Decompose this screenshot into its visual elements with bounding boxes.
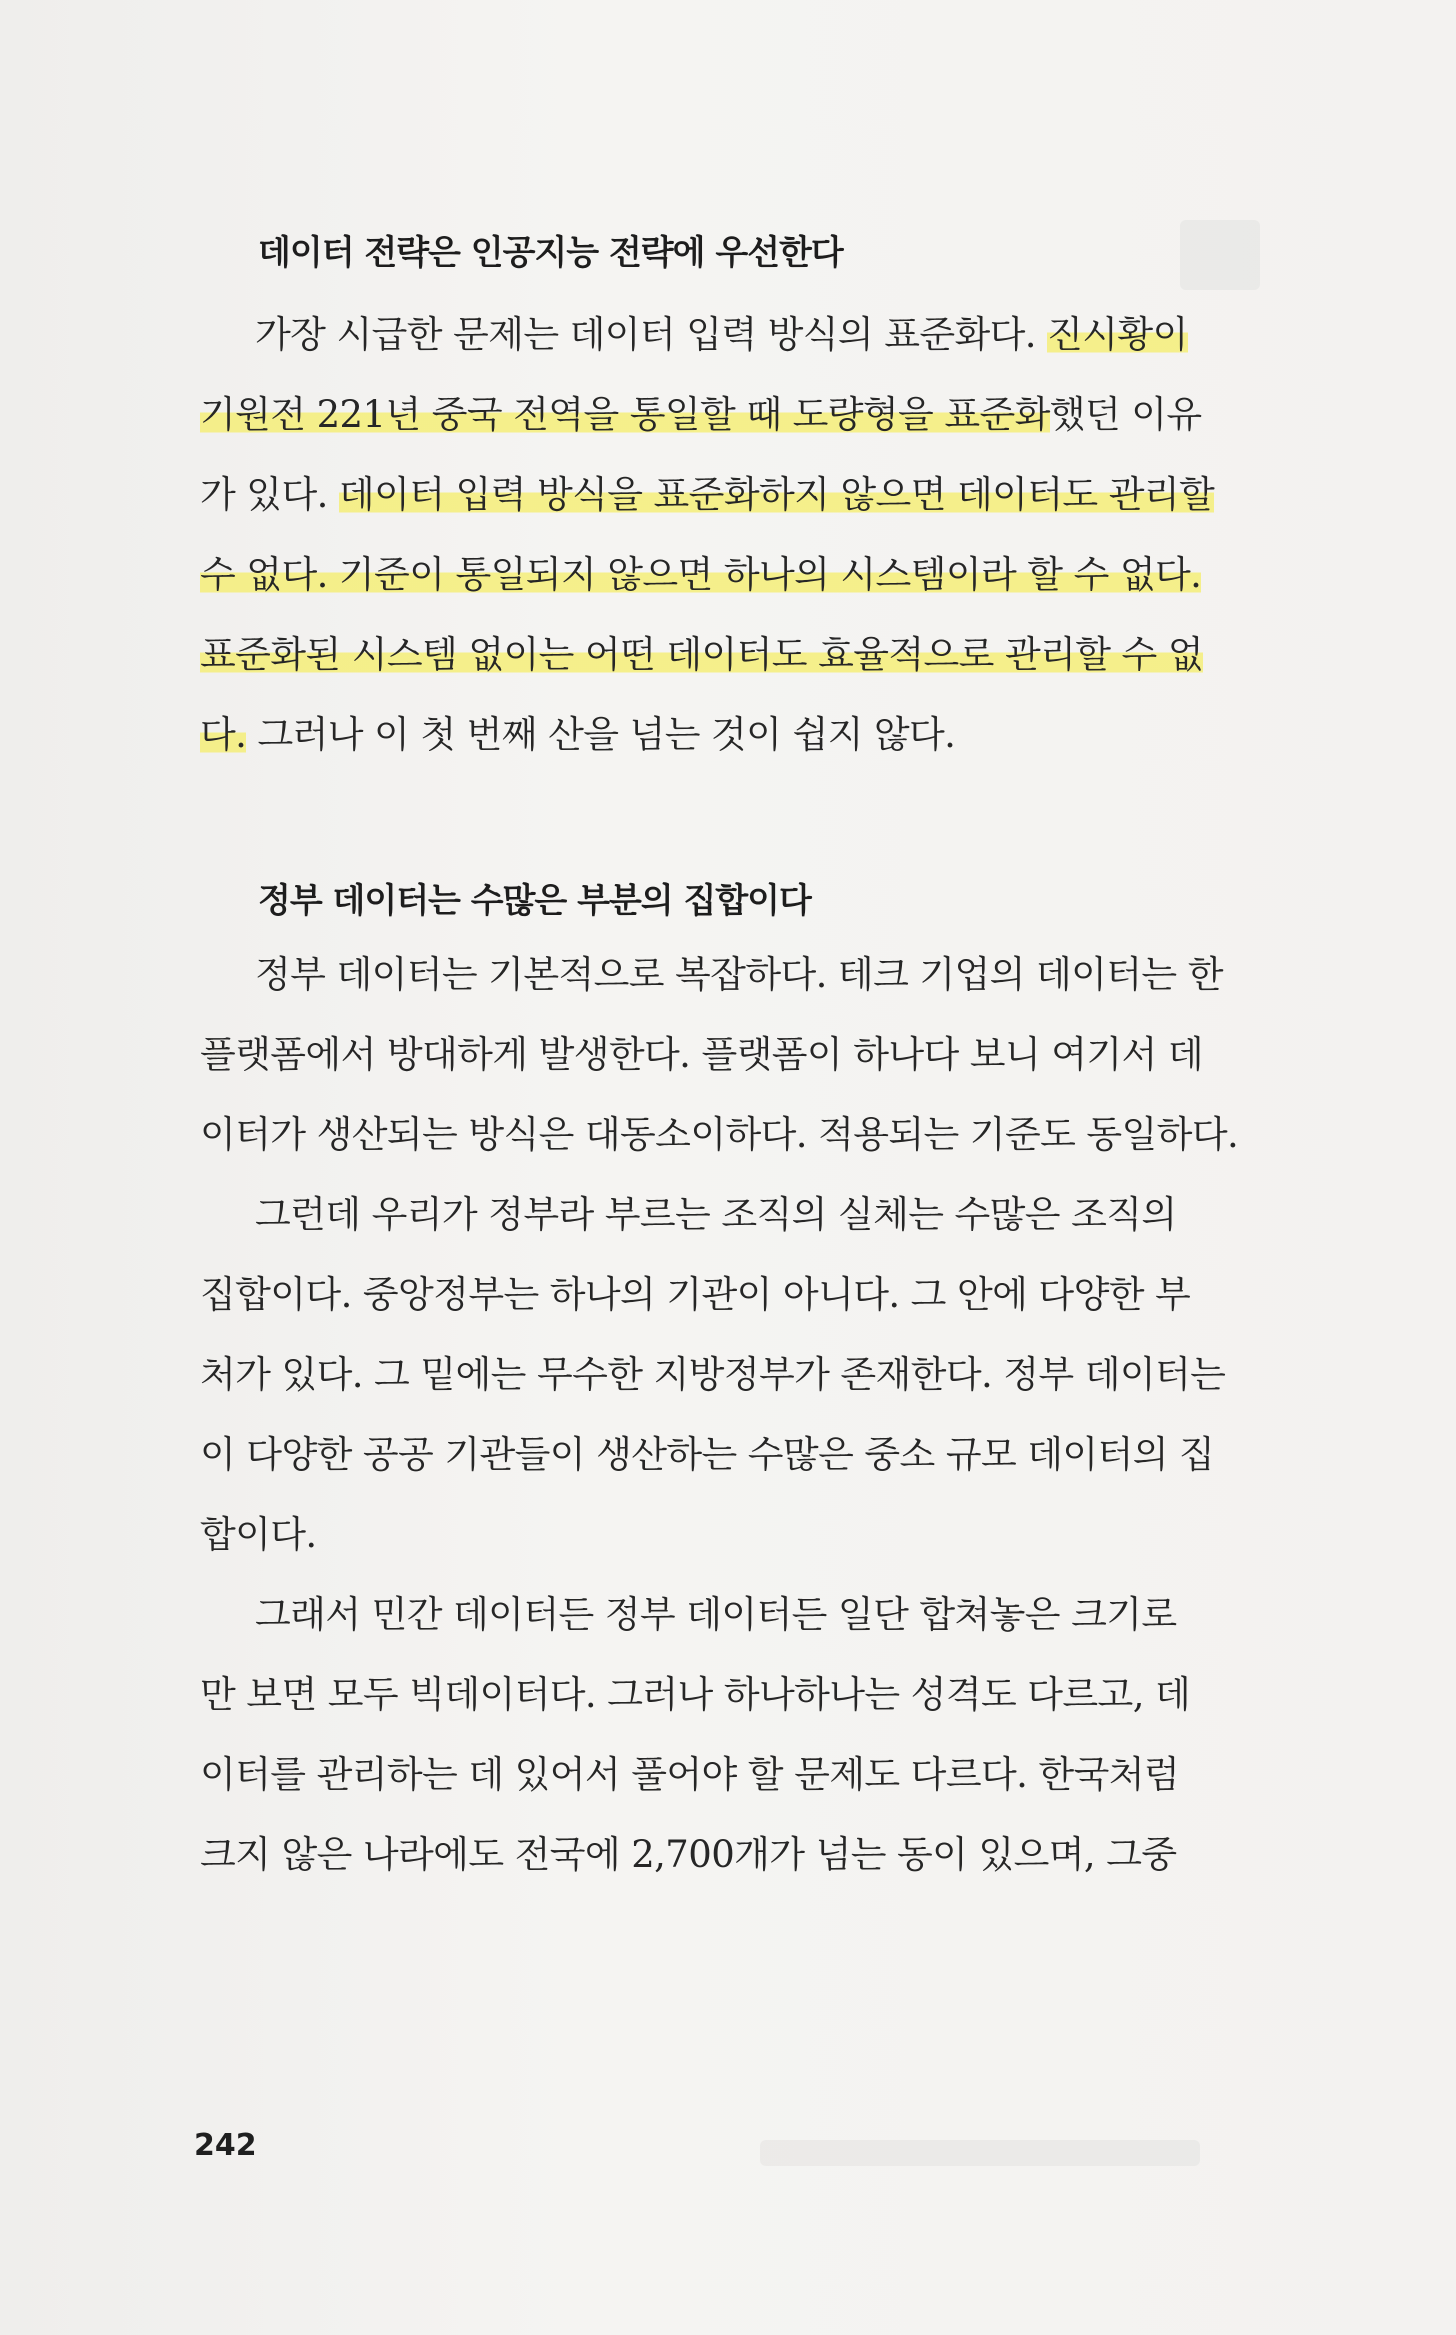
paragraph-line: 플랫폼에서 방대하게 발생한다. 플랫폼이 하나다 보니 여기서 데	[200, 1033, 1203, 1076]
paragraph-line: 합이다.	[200, 1513, 317, 1556]
paragraph-line	[200, 550, 1260, 600]
paragraph-line: 이 다양한 공공 기관들이 생산하는 수많은 중소 규모 데이터의 집	[200, 1433, 1215, 1476]
paragraph-line: 크지 않은 나라에도 전국에 2,700개가 넘는 동이 있으며, 그중	[200, 1833, 1177, 1876]
highlighted-text: 표준화된 시스템 없이는 어떤 데이터도 효율적으로 관리할 수 없	[200, 633, 1203, 676]
highlighted-text: 데이터 입력 방식을 표준화하지 않으면 데이터도 관리할	[338, 473, 1215, 516]
paragraph-line: 그래서 민간 데이터든 정부 데이터든 일단 합쳐놓은 크기로	[255, 1593, 1177, 1636]
highlighted-text: 기원전 221년 중국 전역을 통일할 때 도량형을 표준화	[200, 393, 1050, 436]
section-heading: 데이터 전략은 인공지능 전략에 우선한다	[258, 233, 843, 273]
paragraph-line	[200, 630, 1260, 680]
bleed-through-mark	[1180, 220, 1260, 290]
paragraph-line: 만 보면 모두 빅데이터다. 그러나 하나하나는 성격도 다르고, 데	[200, 1673, 1191, 1716]
page-number: 242	[194, 2128, 257, 2163]
paragraph-line: 가 있다. 데이터 입력 방식을 표준화하지 않으면 데이터도 관리할	[200, 473, 1215, 516]
highlighted-text: 다.	[200, 713, 247, 756]
highlighted-text: 진시황이	[1047, 313, 1188, 356]
paragraph-line: 기원전 221년 중국 전역을 통일할 때 도량형을 표준화했던 이유	[200, 393, 1202, 436]
bleed-through-mark	[760, 2140, 1200, 2166]
paragraph-line: 다. 그러나 이 첫 번째 산을 넘는 것이 쉽지 않다.	[200, 713, 956, 756]
paragraph-line: 정부 데이터는 기본적으로 복잡하다. 테크 기업의 데이터는 한	[255, 953, 1223, 996]
paragraph-line: 집합이다. 중앙정부는 하나의 기관이 아니다. 그 안에 다양한 부	[200, 1273, 1191, 1316]
paragraph-line: 이터를 관리하는 데 있어서 풀어야 할 문제도 다르다. 한국처럼	[200, 1753, 1180, 1796]
paragraph-line: 가장 시급한 문제는 데이터 입력 방식의 표준화다. 진시황이	[255, 313, 1188, 356]
paragraph-line: 처가 있다. 그 밑에는 무수한 지방정부가 존재한다. 정부 데이터는	[200, 1353, 1226, 1396]
paragraph-line: 이터가 생산되는 방식은 대동소이하다. 적용되는 기준도 동일하다.	[200, 1113, 1239, 1156]
paragraph-line: 그런데 우리가 정부라 부르는 조직의 실체는 수많은 조직의	[255, 1193, 1177, 1236]
section-heading: 정부 데이터는 수많은 부분의 집합이다	[258, 881, 811, 921]
highlighted-text: 수 없다. 기준이 통일되지 않으면 하나의 시스템이라 할 수 없다.	[200, 553, 1202, 596]
